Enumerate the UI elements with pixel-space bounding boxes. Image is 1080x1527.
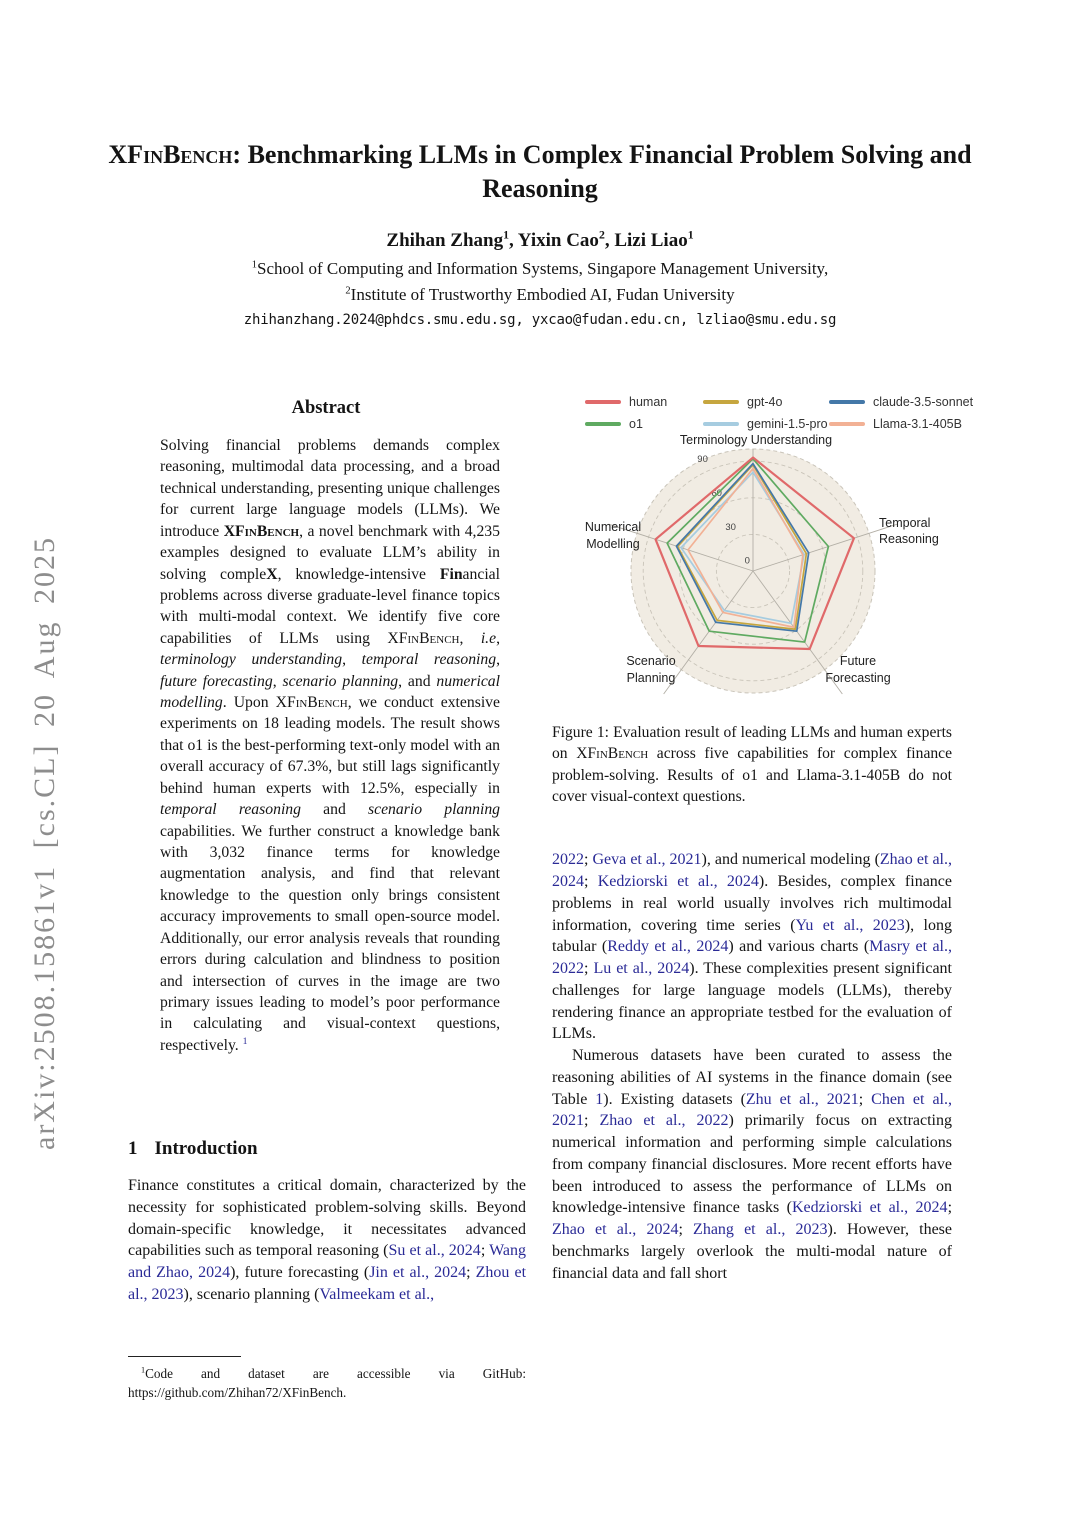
legend-swatch [829,400,865,404]
axis-label: Reasoning [879,532,939,546]
citation-link[interactable]: Jin et al., 2024 [369,1264,467,1281]
figure-caption: Figure 1: Evaluation result of leading LLMs and human experts on XFinBench across five capabilities for complex finance problem-solving. Results of o1 and Llama-3.1-405B do not cover visual-context questions. [552,724,953,806]
citation-link[interactable]: Kedziorski et al., 2024 [597,873,759,891]
citation-link[interactable]: Chen et al., 2021 [552,1090,952,1130]
author-line: Zhihan Zhang$^1$, Yixin Cao$^2$, Lizi Liao$^1$ [386,228,694,251]
legend-swatch [829,422,865,426]
radial-tick-label: 30 [725,521,736,533]
abstract-body: Solving financial problems demands complex reasoning, multimodal data processing, and a broad technical understanding, presenting unique challenges for current large language models (LLMs). We introduce XFinBench, a novel benchmark with 4,235 examples designed to evaluate LLM’s ability in solving compleX, knowledge-intensive Financial problems across diverse graduate-level finance topics with multi-modal context. We identify five core capabilities of LLMs using XFinBench, i.e, terminology understanding, temporal reasoning, future forecasting, scenario planning, and numerical modelling. Upon XFinBench, we conduct extensive experiments on 18 leading models. The result shows that o1 is the best-performing text-only model with an overall accuracy of 67.3%, but still lags significantly behind human experts with 12.5%, especially in temporal reasoning and scenario planning capabilities. We further construct a knowledge bank with 3,032 finance terms for knowledge augmentation analysis, and find that relevant knowledge to the question only brings consistent accuracy improvements to small open-source model. Additionally, our error analysis reveals that rounding errors during calculation and blindness to position and intersection of curves in the image are two primary issues leading to model’s poor performance in calculating and visual-context questions, respectively. $^1$ [160,437,501,1054]
legend-label: gemini-1.5-pro [747,417,828,431]
section-number: 1 [128,1138,138,1159]
paper-title: XFinBench: Benchmarking LLMs in Complex Financial Problem Solving and Reasoning [108,140,972,204]
legend-label: gpt-4o [747,395,783,409]
citation-link[interactable]: 1 [595,1090,604,1108]
citation-link[interactable]: Zhao et al., 2024 [552,1221,679,1239]
footnote-text: $^1$Code and dataset are accessible via GitHub: https://github.com/Zhihan72/XFinBench. [128,1365,526,1401]
legend-item-claude-3.5-sonnet [829,392,999,412]
abstract-section [128,398,524,1056]
legend-item-gpt-4o [703,392,829,412]
radial-tick-label: 60 [711,487,722,499]
legend-label: human [629,395,668,409]
citation-link[interactable]: 2022 [552,851,584,869]
citation-link[interactable]: Zhou et al., 2023 [128,1264,527,1303]
citation-link[interactable]: Zhang et al., 2023 [693,1221,828,1239]
legend-swatch [585,422,621,426]
legend-swatch [585,400,621,404]
figure-1 [552,392,974,1284]
footnote [128,1356,526,1402]
axis-label: Modelling [586,537,640,551]
radial-tick-label: 0 [744,555,750,567]
introduction-section [128,1138,526,1306]
citation-link[interactable]: Geva et al., 2021 [592,851,702,869]
legend-item-gemini-1.5-pro [703,414,829,434]
body-paragraph-2: Numerous datasets have been curated to assess the reasoning abilities of AI systems in the finance domain (see Table 1). Existing datasets (Zhu et al., 2021; Chen et al., 2021; Zhao et al., 2022) primarily focus on extracting numerical information and performing simple calculations from company financial disclosures. More recent efforts have been introduced to assess the performance of LLMs on knowledge-intensive finance tasks (Kedziorski et al., 2024; Zhao et al., 2024; Zhang et al., 2023). However, these benchmarks largely overlook the multi-modal nature of financial data and fall short [552,1047,953,1282]
citation-link[interactable]: Wang and Zhao, 2024 [128,1242,527,1281]
axis-label: Terminology Understanding [679,433,833,447]
abstract-heading: Abstract [291,398,361,418]
citation-link[interactable]: Zhu et al., 2021 [745,1090,859,1108]
body-paragraph-1: 2022; Geva et al., 2021), and numerical modeling (Zhao et al., 2024; Kedziorski et al., 2024). Besides, complex finance problems in real world usually involves rich multimodal information, covering time series (Yu et al., 2023), long tabular (Reddy et al., 2024) and various charts (Masry et al., 2022; Lu et al., 2024). These complexities present significant challenges for large language models (LLMs), thereby rendering finance an appropriate testbed for the evaluation of LLMs. [552,851,952,1043]
legend-item-o1 [585,414,703,434]
citation-link[interactable]: Su et al., 2024 [388,1242,481,1260]
radial-tick-label: 90 [697,454,708,466]
introduction-paragraph: Finance constitutes a critical domain, characterized by the necessity for sophisticated problem-solving skills. Beyond domain-specific knowledge, it necessitates advanced capabilities such as temporal reasoning (Su et al., 2024; Wang and Zhao, 2024), future forecasting (Jin et al., 2024; Zhou et al., 2023), scenario planning (Valmeekam et al., [128,1177,527,1303]
section-title: Introduction [154,1138,258,1159]
citation-link[interactable]: Masry et al., 2022 [552,938,952,978]
axis-label: Numerical [584,520,642,534]
legend-item-Llama-3.1-405B [829,414,999,434]
legend-label: Llama-3.1-405B [873,417,962,431]
legend-swatch [703,422,739,426]
legend-label: claude-3.5-sonnet [873,395,974,409]
citation-link[interactable]: Kedziorski et al., 2024 [791,1199,948,1217]
arxiv-sidebar-label: arXiv:2508.15861v1 [cs.CL] 20 Aug 2025 [28,536,61,1150]
radar-chart [547,434,987,704]
legend-item-human [585,392,703,412]
axis-label: Scenario [626,654,676,668]
citation-link[interactable]: Lu et al., 2024 [593,960,690,978]
legend-swatch [703,400,739,404]
citation-link[interactable]: 1 [242,1035,248,1047]
citation-link[interactable]: Zhao et al., 2022 [599,1112,729,1130]
author-emails: zhihanzhang.2024@phdcs.smu.edu.sg, yxcao@fudan.edu.cn, lzliao@smu.edu.sg [243,312,837,329]
citation-link[interactable]: Reddy et al., 2024 [607,938,729,956]
legend-label: o1 [629,417,643,431]
citation-link[interactable]: Yu et al., 2023 [795,916,905,934]
section-heading [128,1138,526,1160]
affiliation-2: $^2$Institute of Trustworthy Embodied AI, Fudan University [345,284,735,304]
footnote-rule [128,1356,241,1357]
affiliation-1: $^1$School of Computing and Information Systems, Singapore Management University, [251,258,829,278]
affiliations [0,256,1080,309]
axis-label: Planning [626,671,676,685]
citation-link[interactable]: Zhao et al., 2024 [552,851,952,891]
citation-link[interactable]: Valmeekam et al., [319,1285,435,1303]
paper-header [0,138,1080,328]
axis-label: Future [839,654,877,668]
chart-legend [552,392,974,434]
axis-label: Temporal [879,516,931,530]
axis-label: Forecasting [825,671,891,685]
